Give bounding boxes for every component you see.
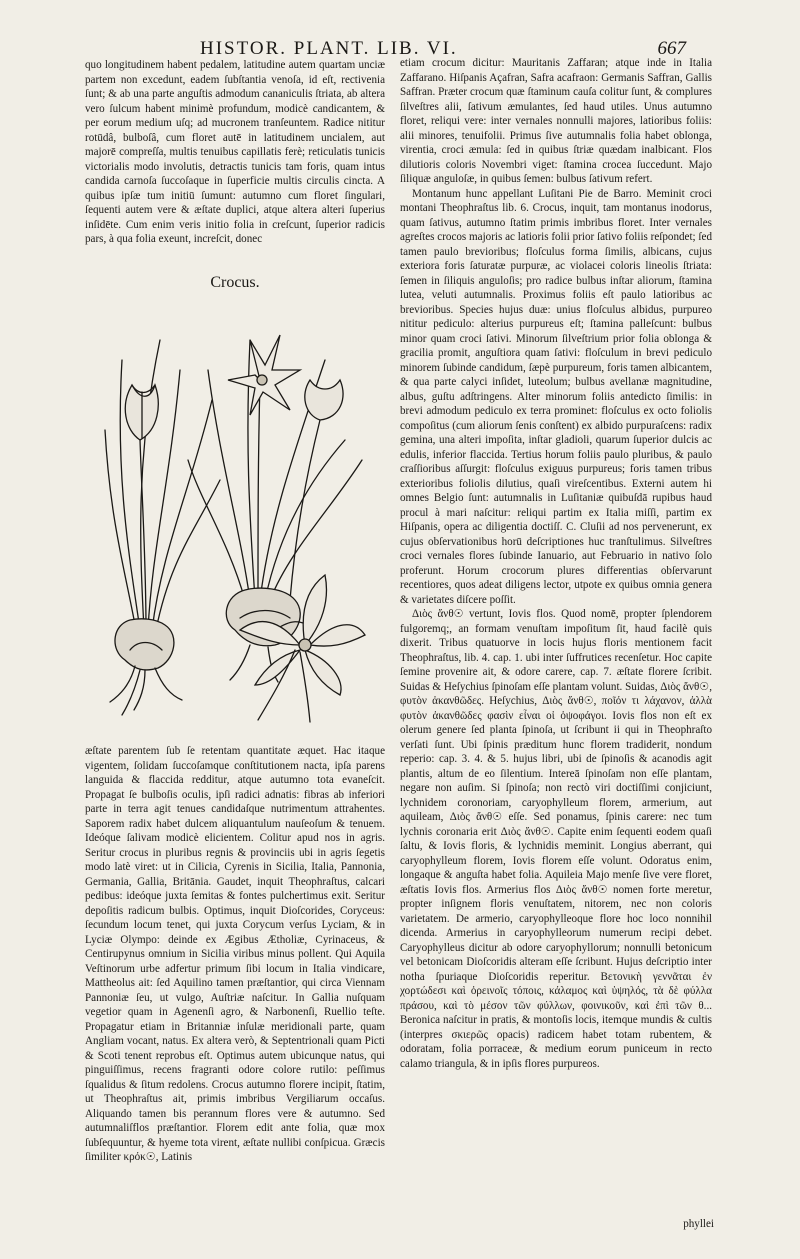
right-column-paragraph: etiam crocum dicitur: Mauritanis Zaffaran; atque inde in Italia Zaffarano. Hiſpanis Açafran, Safra acafraon: Germanis Saffran, Gallis Saffran. Præter crocum quæ ſtaminum cauſa colitur ſunt, & complures ſilveſtres alii, ſativum æmulantes, ſed haud utiles. Unus autumno floret, reliqui vere: inter vernales nonnulli majores, latioribus foliis: alii minores, tenuifolii. Primus ſive autumnalis folia habet oblonga, virentia, croci æmula: ſed in quibus ſtriæ quædam inalbicant. Flos dilutioris coloris Novembri viget: ſtamina crocea ſuccedunt. Majo ſiliquæ anguloſæ, in quibus ſemen: bulbus ſativum refert.	[400, 57, 712, 185]
left-column-bottom-text	[85, 744, 385, 1214]
right-column-text	[400, 56, 712, 1240]
running-head-title: HISTOR. PLANT. LIB. VI.	[200, 38, 458, 59]
crocus-woodcut-illustration	[100, 300, 370, 725]
right-column-paragraph: Διὸς ἄνθ☉ vertunt, Iovis flos. Quod nomē, propter ſplendorem fulgoremq;, an formam venuſtam impoſitum ſit, haud facilè quis dixerit. Tribus quatuorve in locis hujus floris mentionem facit Theophraſtus, lib. 4. cap. 1. ubi inter ſuffrutices recenſetur. Hoc capite ſemine provenire ait, & odore carere, cap. 7. æſtate florere ſcribit. Suidas & Heſychius ſpinoſam eſſe plantam volunt. Suidas, Διὸς ἄνθ☉, φυτὸν ἀκανθῶδες. Heſychius, Διὸς ἄνθ☉, ποῖόν τι λάχανον, ἀλλὰ φυτὸν ἀκανθῶδες φασὶν εἶναι οἱ ὀψοφάγοι. Iovis flos non eſt ex olerum genere ſed planta ſpinoſa, ut ſcribunt ii qui in Theophraſto verſati ſunt. Ubi ſpinis præditum hunc florem tradiderit, nondum reperio: cap. 3. 4. & 5. hujus libri, ubi de ſpinoſis & acanodis agit plantis, altum de eo ſilentium. Intereā ſpinoſam non eſſe plantam, negare non auſim. Si ſpinoſa; non rectò viri doctiſſimi conjiciunt, lychnidem coronoriam, caryophylleum florem, armerium, aut aquileam, Διὸς ἄνθ☉ eſſe. Sed ponamus, ſpinis carere: nec tum lychnis coronaria erit Διὸς ἄνθ☉. Capite enim ſequenti eodem quaſi ſaltu, & Iovis floris, & lychnidis meminit. Longius aberrant, qui caryophylleum florem, Iovis florem eſſe volunt. Odoratus enim, longaque & anguſta habet folia. Aquileia Majo menſe ſive vere floret, æſtatis Iovis flos. Armerius flos Διὸς ἄνθ☉ nomen forte meretur, propter inſignem floris venuſtatem, nitorem, nec non coloris varietatem. De armerio, caryophylleoque flore hoc loco nonnihil dicenda. Armerius in caryophylleorum numerum recipi debet. Caryophylleus dicitur ab odore caryophyllorum; nonnulli betonicum vel betonicam Dioſcoridis alteram eſſe ſcribunt. Hujus deſcriptio inter notha ſpuriaque Dioſcoridis reperitur. Βετονικὴ γεννᾶται ἐν χορτώδεσι καὶ ὀρεινοῖς τόποις, κάλαμος καὶ ὑψηλός, τὰ δὲ φύλλα πράσου, καὶ τὸ μέσον τῶν φύλλων, φοινικοῦν, καὶ ἐπὶ τῶν θ... Beronica naſcitur in pratis, & montoſis locis, itemque mundis & cultis (interpres σκιερῶς opacis) radicem habet totam rubentem, & odoratam, folia porraceæ, & medium eorum puniceum in recto calamo triangula, & in ipſis flores purpureos.	[400, 608, 712, 1070]
figure-caption: Crocus.	[210, 274, 260, 291]
page-number: 667	[657, 38, 686, 59]
catchword: phyllei	[683, 1218, 714, 1230]
crocus-plant-drawing	[100, 300, 370, 725]
left-column-paragraph-bottom: æſtate parentem ſub ſe retentam quantitate æquet. Hac itaque vigentem, ſolidam ſuccoſamque conſtitutionem nacta, ipſa parens languida & flaccida redditur, atque autumno tota evaneſcit. Propagat ſe bulboſis oculis, ipſi radici adnatis: fibras ab inferiori parte in terra agit tenues candidaſque nutrimentum attrahentes. Saporem radix habet dulcem aliquantulum nauſeoſum & tenuem. Ideóque ſalivam modicè elicientem. Colitur apud nos in agris. Seritur crocus in pluribus regnis & provinciis ubi in agris ſegetis modo latè viret: ut in Cilicia, Cyrenis in Sicilia, Italia, Pannonia, Germania, Gallia, Britānia. Gaudet, inquit Theophraſtus, calcari pedibus: ideóque juxta ſemitas & fontes pulchertimus exit. Seritur depoſitis radicum bulbis. Optimus, inquit Dioſcorides, Coryceus: ſecundum locum tenet, qui juxta Corycum verſus Lyciam, & in Lyciæ Olympo: deinde ex Ægibus Ætholiæ, Cyrinaceus, & Centirupynus omnium in Sicilia viribus minus pollent. Qui Aquila Veſtinorum urbe adfertur primum ſibi locum in Italia vindicare, Mattheolus ait: ſed Aquilino tamen præſtantior, qui circa Viennam Pannoniæ ſeu, ut vulgo, Auſtriæ naſcitur. In Gallia nuſquam vegetior quam in Agenenſi agro, & Narbonenſi, Ruellio teſte. Propagatur etiam in Britanniæ inſulæ meridionali parte, quam Angliam vocant, natus. Ex altera verò, & Septentrionali quam Picti & Scoti tenent reprobus eſt. Optimus autem ubicunque natus, qui pinguiſſimus, recens fragranti odore colore rutilo: peſſimus ſqualidus & ſitum redolens. Crocus autumno florere incipit, ſtatim, ut Theophraſtus ait, primis imbribus Vergiliarum occaſus. Aliquando tamen bis perannum flores vere & autumno. Sed autumnaliſflos præſtantior. Florem edit ante folia, quæ mox ſubſequuntur, & hyeme tota virent, æſtate nullibi conſpicua. Græcis ſimiliter κρόκ☉, Latinis	[85, 745, 385, 1163]
right-column-paragraph: Montanum hunc appellant Luſitani Pie de Barro. Meminit croci montani Theophraſtus lib. 6. Crocus, inquit, tam montanus inodorus, quam ſativus, autumno ſtatim primis imbribus floret. Inter vernales agreſtes crocos majoris ac latioris folii prior ſativo foliis reſpondet; ſed tamen paulo brevioribus; floſculus forma ſimilis, albicans, cujus exteriora foris ſaturatæ purpuræ, ac violacei coloris lineolis ſtriata: ſemen in ſiliquis anguloſis; pro radice bulbus inſtar aliorum, ſtamina lutea, veluti autumnalis. Proximus foliis eſt paulo latioribus ac brevioribus. Species hujus duæ: unius floſculus albidus, purpureo nititur pediculo: alterius purpureus eſt; ſtamina palleſcunt: bulbus minor quam croci ſativi. Minorum ſilveſtrium prior folia oblonga & gracilia promit, anguſtiora quam ſativi: floſculum in brevi pediculo minorem ſubinde candidum, ſæpè purpureum, foris tamen albicantem, & qua parte calyci inſidet, luteolum; bulbus avellanæ magnitudine, albus, guſtu adſtringens. Alter minorum foliis antedicto ſimilis: in brevi admodum pediculo ex terra prominet: floſculus ex octo foliolis compoſitus (cum aliorum ſenis conſtent) ex albido purpuraſcens: radix gemina, una alteri impoſita, inſtar gladioli, quarum ſuperior dulcis ac edulis, inferior flaccida. Tertius horum foliis paulo pluribus, & paulo craſſioribus aſſurgit: floſculus exiguus purpureus; foris tamen tribus exterioribus foliolis dilutius, quaſi vireſcentibus. Externi autem hi omnes Belgio ſunt: autumnalis in Luſitaniæ quibuſdā rupibus haud procul à mari naſcitur: reliqui partim ex Italia miſſi, partim ex Hiſpanis, opera ac diligentia doctiſſ. C. Cluſii ad nos pervenerunt, ex cujus obſervationibus horū deſcriptiones huc tranſtulimus. Silveſtres croci vernales flores ſubinde Ianuario, aut Februario in nativo ſolo proferunt. Horum crocorum plures differentias obſervarunt recentiores, quos adeat diligens lector, utpote ex quibus omnia genera & varietates diſcere poſſit.	[400, 187, 712, 606]
left-column-top-text	[85, 58, 385, 268]
left-column-paragraph-top: quo longitudinem habent pedalem, latitudine autem quartam unciæ partem non excedunt, eadem ſubſtantia venoſa, id eſt, rectivenia ſunt; & ab una parte anguſtis admodum cananiculis ſtriata, ab altera vero ſulcum habent minimè profundum, modicè candicantem, & per eorum medium uſq; ad mucronem tranſeuntem. Radice nititur rotūdâ, bulboſâ, cum floret autē in latitudinem uncialem, aut majorē compreſſa, multis tenuibus capillatis ferè; reticulatis tunicis victorialis modo involutis, detractis tunicis tam foris, quam intus candida carnoſa ſuccoſaque in ſuperficie multis circulis cincta. A quibus ipſæ tum initiū ſumunt: autumno cum floret ſingulari, ſequenti autem vere & æſtate duplici, atque altera alteri ſuperius inſidēte. Cum enim veris initio folia in creſcunt, ſuperior radicis pars, à qua folia exeunt, increſcit, donec	[85, 59, 385, 245]
